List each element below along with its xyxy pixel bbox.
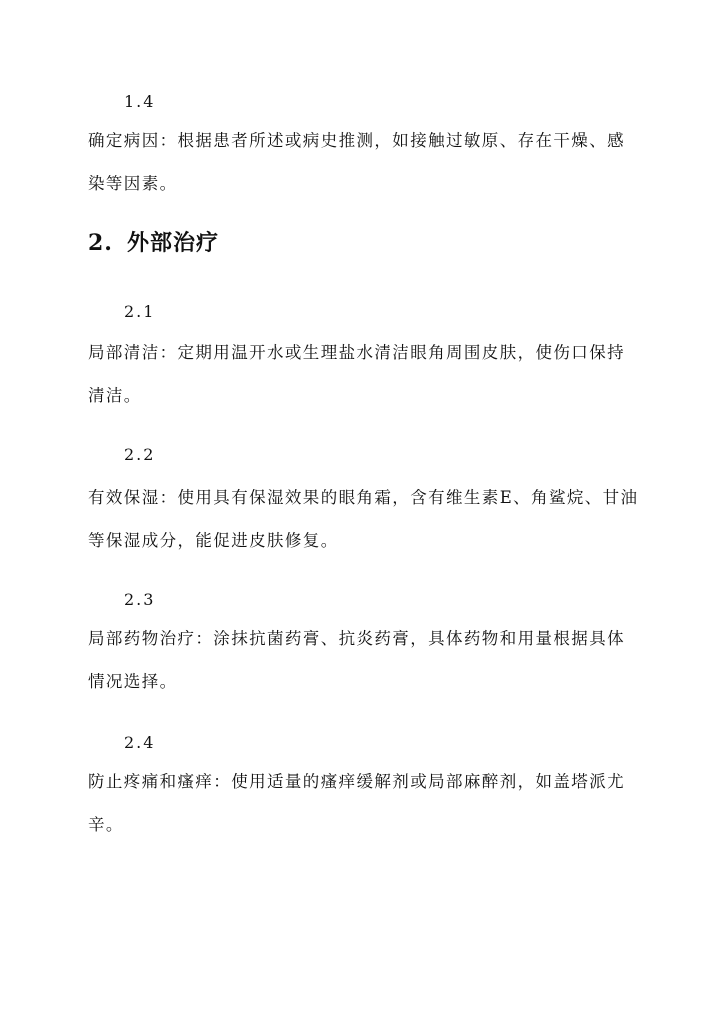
item-number-2-4: 2.4 [124, 733, 156, 752]
item-text-2-2: 有效保湿：使用具有保湿效果的眼角霜，含有维生素E、角鲨烷、甘油等保湿成分，能促进皮肤修复。 [88, 488, 639, 550]
section-title: 外部治疗 [126, 230, 219, 256]
item-number-1-4: 1.4 [124, 92, 156, 111]
item-number-2-1: 2.1 [124, 302, 156, 321]
item-number-2-3: 2.3 [124, 590, 156, 609]
item-text-1-4: 确定病因：根据患者所述或病史推测，如接触过敏原、存在干燥、感染等因素。 [88, 131, 625, 193]
item-text-2-3: 局部药物治疗：涂抹抗菌药膏、抗炎药膏，具体药物和用量根据具体情况选择。 [88, 629, 625, 691]
item-number-2-2: 2.2 [124, 445, 156, 464]
section-heading [88, 228, 219, 258]
section-number: 2. [88, 230, 113, 256]
item-text-2-4: 防止疼痛和瘙痒：使用适量的瘙痒缓解剂或局部麻醉剂，如盖塔派尤辛。 [88, 772, 625, 834]
item-text-2-1: 局部清洁：定期用温开水或生理盐水清洁眼角周围皮肤，使伤口保持清洁。 [88, 343, 625, 405]
